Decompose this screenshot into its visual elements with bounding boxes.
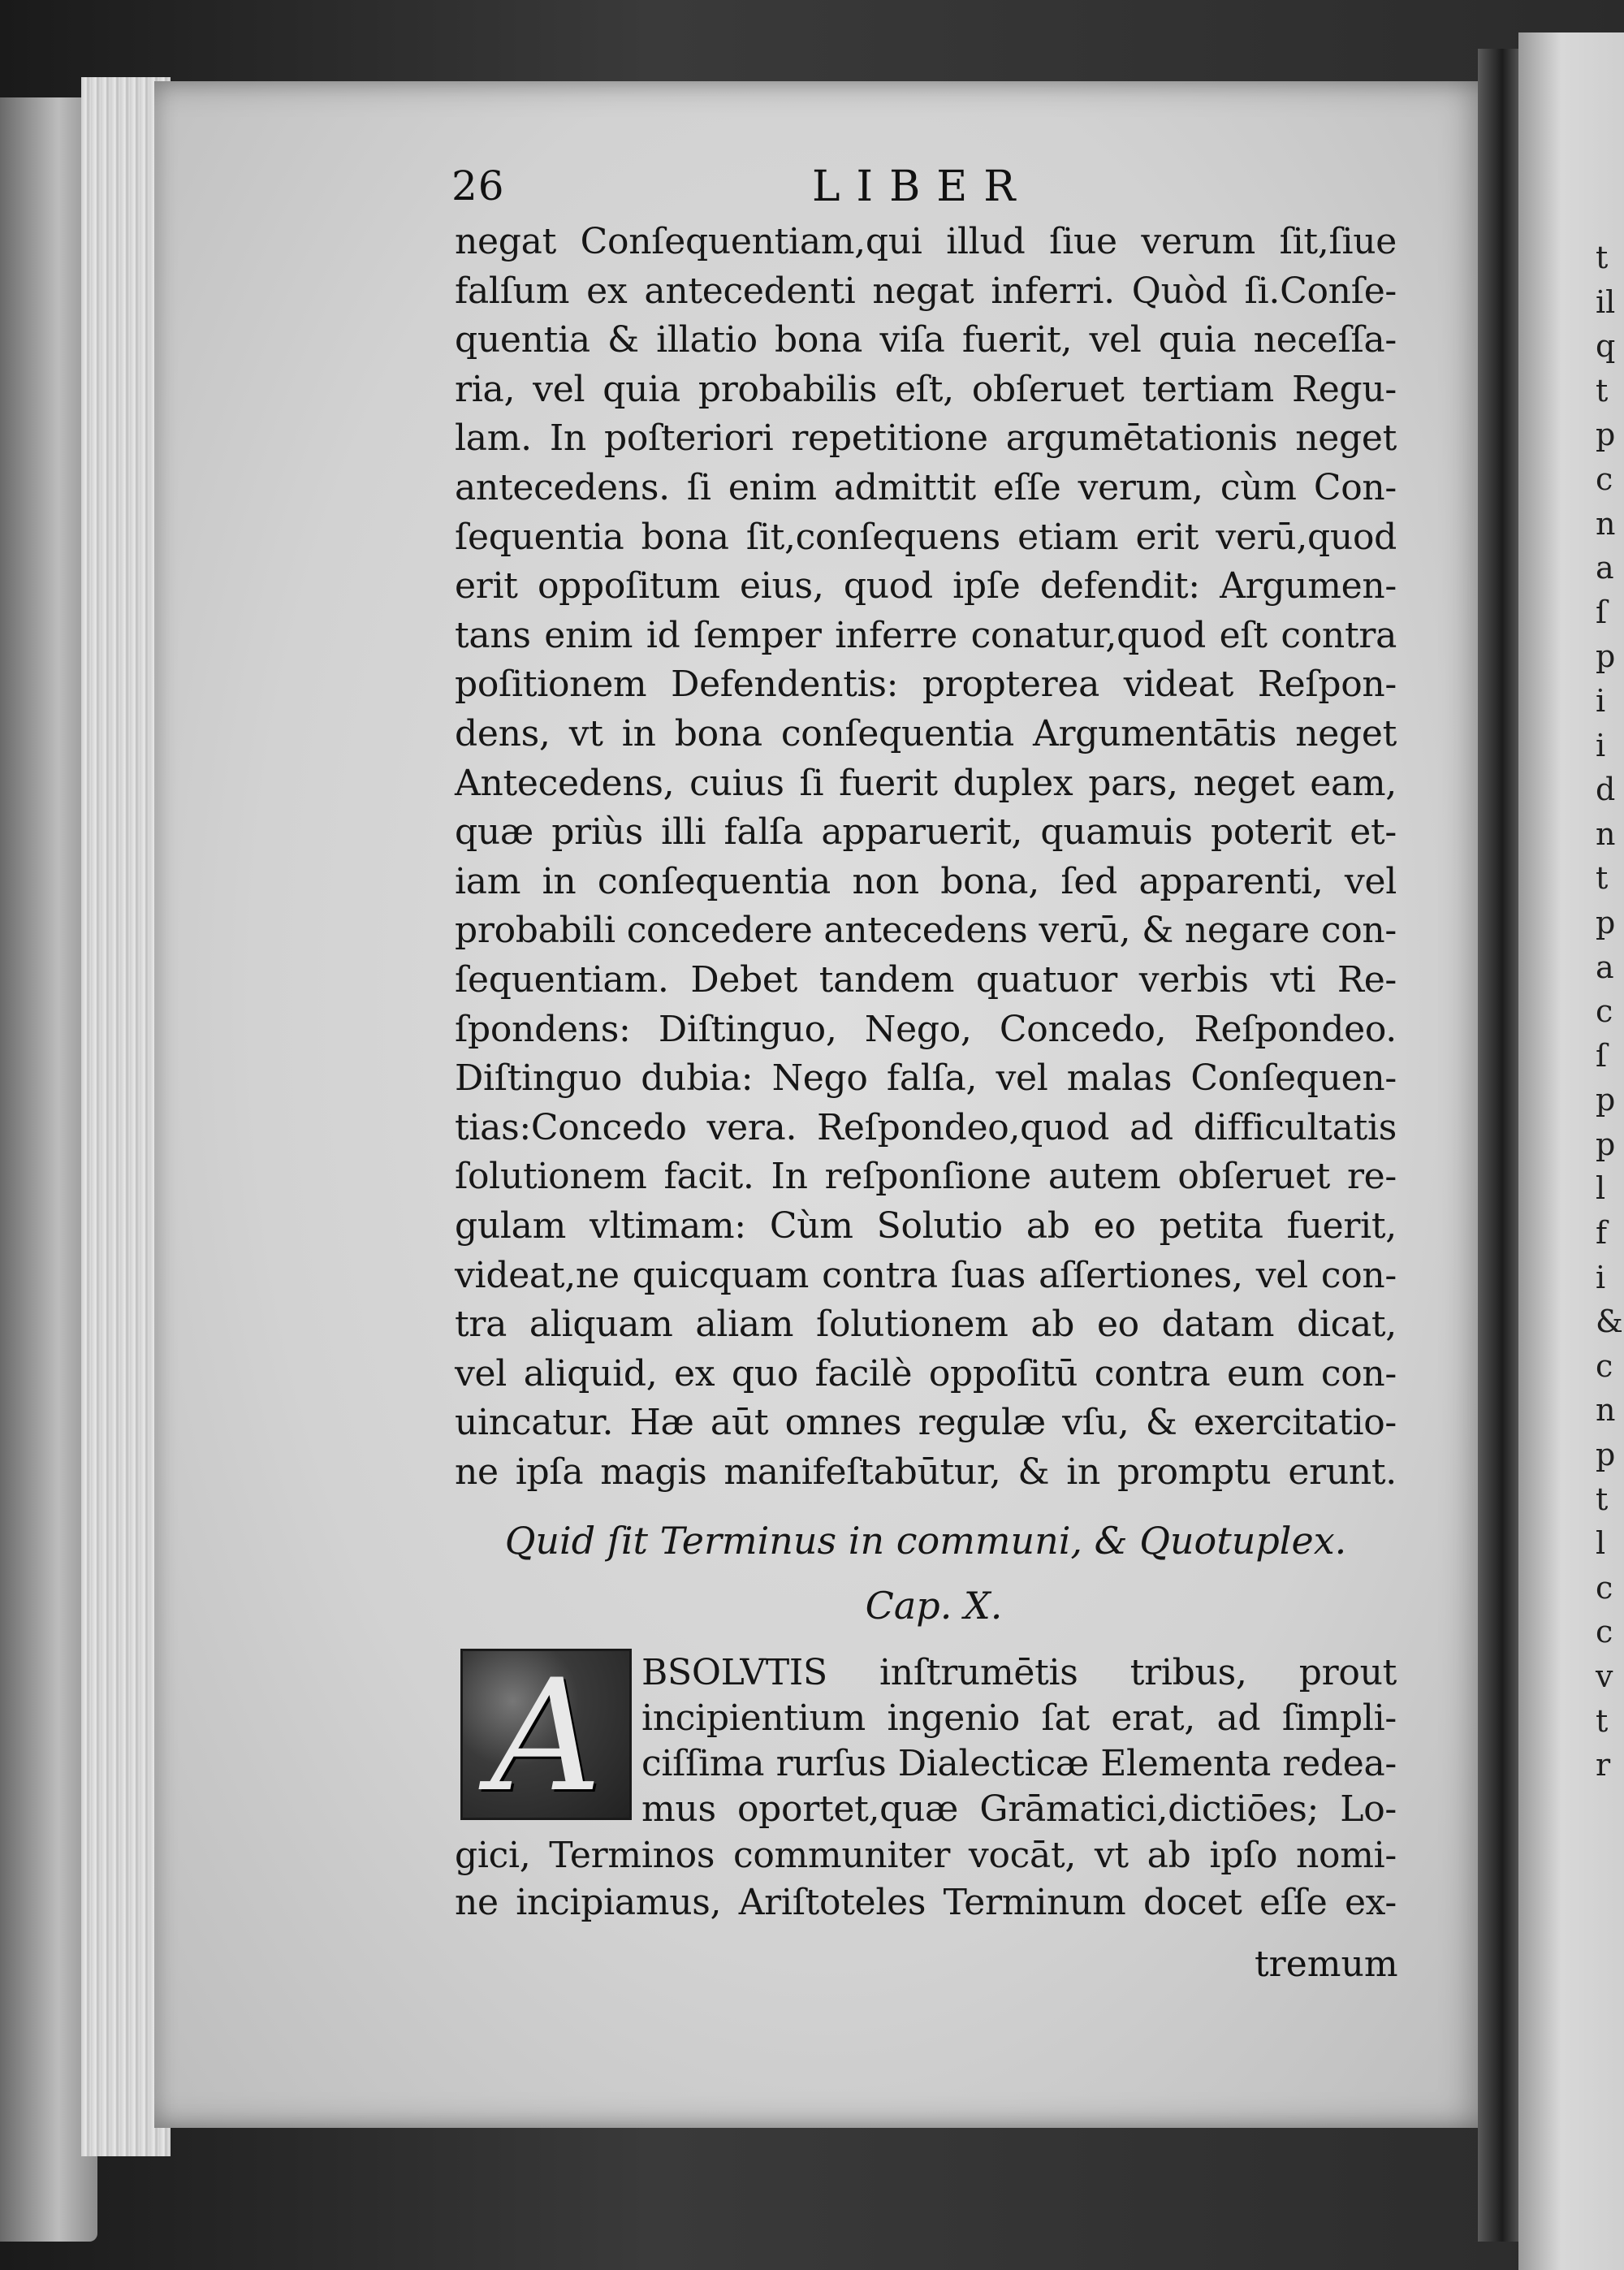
facing-page-letter: i	[1596, 682, 1606, 719]
facing-page-letter: r	[1596, 1747, 1611, 1784]
running-head: LIBER	[812, 162, 1032, 211]
facing-page-letter: l	[1596, 1170, 1606, 1207]
text-line: uincatur. Hæ aūt omnes regulæ vſu, & exercitatio-	[455, 1402, 1397, 1444]
facing-page-letter: t	[1596, 1702, 1609, 1739]
facing-page-letter: c	[1596, 993, 1613, 1030]
text-line-indented: incipientium ingenio ſat erat, ad ſimpli-	[641, 1697, 1397, 1739]
text-line-indented: mus oportet,quæ Grāmatici,dictiōes; Lo-	[641, 1788, 1397, 1830]
facing-page-letter: p	[1596, 1437, 1616, 1473]
chapter-title: Quid ſit Terminus in communi, & Quotuplex.	[504, 1519, 1347, 1563]
facing-page-letter: n	[1596, 815, 1616, 852]
facing-page-letter: c	[1596, 460, 1613, 497]
facing-page-letter: n	[1596, 1392, 1616, 1429]
facing-page-letter: p	[1596, 638, 1616, 675]
text-line: ſequentia bona ſit,conſequens etiam erit verū,quod	[455, 516, 1397, 558]
facing-page-letter: p	[1596, 1126, 1616, 1162]
text-line: quentia & illatio bona viſa fuerit, vel quia neceſſa-	[455, 319, 1397, 361]
facing-page-letter: i	[1596, 727, 1606, 763]
facing-page-letter: l	[1596, 1525, 1606, 1562]
facing-page-letter: il	[1596, 283, 1616, 320]
text-line: falſum ex antecedenti negat inferri. Quòd ſi.Conſe-	[455, 270, 1397, 312]
text-line: antecedens. ſi enim admittit eſſe verum, cùm Con-	[455, 467, 1397, 508]
facing-page-letter: f	[1596, 1215, 1608, 1252]
text-line: videat,ne quicquam contra ſuas aſſertiones, vel con-	[455, 1254, 1397, 1296]
text-line: iam in conſequentia non bona, ſed apparenti, vel	[455, 860, 1397, 902]
text-line: ria, vel quia probabilis eſt, obſeruet tertiam Regu-	[455, 368, 1397, 410]
decorated-initial	[460, 1649, 632, 1820]
text-line: gulam vltimam: Cùm Solutio ab eo petita fuerit,	[455, 1205, 1397, 1247]
chapter-number: Cap. X.	[865, 1584, 1003, 1628]
facing-page-letter: ſ	[1596, 594, 1608, 630]
facing-page-text	[1596, 236, 1624, 1788]
text-line: tias:Concedo vera. Reſpondeo,quod ad difficultatis	[455, 1106, 1397, 1148]
facing-page-letter: t	[1596, 240, 1609, 275]
text-line: tans enim id ſemper inferre conatur,quod eſt contra	[455, 614, 1397, 656]
text-line: tra aliquam aliam ſolutionem ab eo datam dicat,	[455, 1304, 1397, 1346]
facing-page-letter: c	[1596, 1569, 1613, 1606]
text-line: ſpondens: Diſtinguo, Nego, Concedo, Reſpondeo.	[455, 1008, 1397, 1050]
text-line: lam. In poſteriori repetitione argumētationis neget	[455, 417, 1397, 460]
facing-page-letter: p	[1596, 417, 1616, 453]
text-line: vel aliquid, ex quo facilè oppoſitū contra eum con-	[455, 1352, 1397, 1394]
text-line: erit oppoſitum eius, quod ipſe defendit: Argumen-	[455, 565, 1397, 607]
facing-page-letter: p	[1596, 1082, 1616, 1118]
text-line: poſitionem Defendentis: propterea videat Reſpon-	[455, 664, 1397, 706]
facing-page-letter: v	[1596, 1658, 1613, 1694]
text-line-indented: ciſſima rurſus Dialecticæ Elementa redea-	[641, 1743, 1397, 1784]
text-line: ſolutionem facit. In reſponſione autem obſeruet re-	[455, 1156, 1397, 1198]
facing-page-letter: t	[1596, 860, 1609, 897]
facing-page-letter: i	[1596, 1259, 1606, 1295]
facing-page-letter: c	[1596, 1347, 1613, 1384]
facing-page-letter: a	[1596, 949, 1614, 985]
text-line: quæ priùs illi falſa apparuerit, quamuis poterit et-	[455, 811, 1397, 854]
facing-page-letter: p	[1596, 904, 1616, 940]
text-line: probabili concedere antecedens verū, & negare con-	[455, 910, 1397, 952]
facing-page-letter: &	[1596, 1304, 1623, 1340]
facing-page-letter: d	[1596, 772, 1616, 808]
facing-page-letter: t	[1596, 372, 1609, 409]
facing-page-letter: c	[1596, 1614, 1613, 1650]
facing-page-letter: ſ	[1596, 1037, 1608, 1074]
text-line: dens, vt in bona conſequentia Argumentātis neget	[455, 713, 1397, 755]
facing-page-letter: t	[1596, 1481, 1609, 1517]
text-line: ne ipſa magis manifeſtabūtur, & in promptu erunt.	[455, 1451, 1397, 1493]
text-line-indented: BSOLVTIS inſtrumētis tribus, prout	[641, 1652, 1397, 1693]
page-number: 26	[451, 162, 505, 210]
initial-letter: A	[490, 1649, 603, 1820]
text-line: Antecedens, cuius ſi fuerit duplex pars, neget eam,	[455, 762, 1397, 804]
text-line: gici, Terminos communiter vocāt, vt ab ipſo nomi-	[455, 1835, 1397, 1876]
text-line: ſequentiam. Debet tandem quatuor verbis vti Re-	[455, 959, 1397, 1001]
facing-page-letter: q	[1596, 328, 1616, 365]
facing-page-letter: n	[1596, 505, 1616, 542]
catchword: tremum	[1255, 1944, 1398, 1985]
facing-page-letter: a	[1596, 550, 1614, 586]
text-line: ne incipiamus, Ariſtoteles Terminum docet eſſe ex-	[455, 1882, 1397, 1923]
text-line: Diſtinguo dubia: Nego falſa, vel malas Conſequen-	[455, 1057, 1397, 1100]
text-line: negat Conſequentiam,qui illud ſiue verum ſit,ſiue	[455, 221, 1397, 262]
